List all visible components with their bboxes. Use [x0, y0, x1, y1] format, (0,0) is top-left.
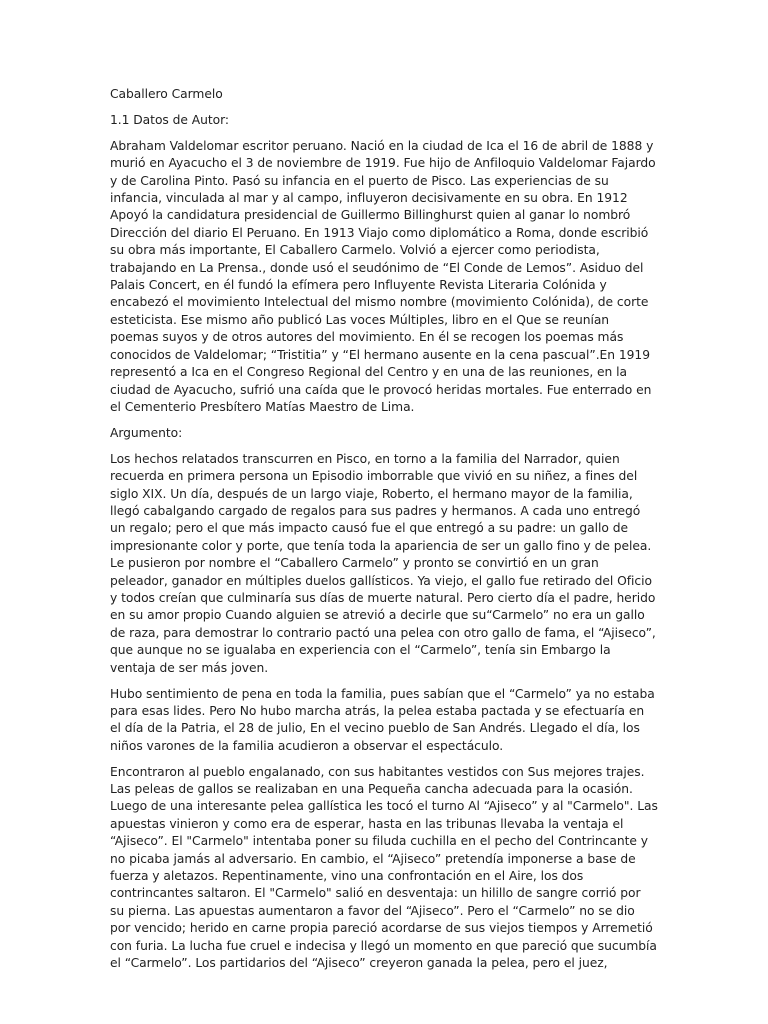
- section-heading-argument: Argumento:: [110, 425, 183, 440]
- argument-paragraph-1: Los hechos relatados transcurren en Pisco, en torno a la familia del Narrador, quien recuerda en primera persona un Episodio imborrable que vivió en su niñez, a fines del siglo XIX. Un día, después de un largo viaje, Roberto, el hermano mayor de la familia, llegó cabalgando cargado de regalos para sus padres y hermanos. A cada uno entregó un regalo; pero el que más impacto causó fue el que entregó a su padre: un gallo de impresionante color y porte, que tenía toda la apariencia de ser un gallo fino y de pelea. Le pusieron por nombre el “Caballero Carmelo” y pronto se convirtió en un gran peleador, ganador en múltiples duelos gallísticos. Ya viejo, el gallo fue retirado del Oficio y todos creían que culminaría sus días de muerte natural. Pero cierto día el padre, herido en su amor propio Cuando alguien se atrevió a decirle que su“Carmelo” no era un gallo de raza, para demostrar lo contrario pactó una pelea con otro gallo de fama, el “Ajiseco”, que aunque no se igualaba en experiencia con el “Carmelo”, tenía sin Embargo la ventaja de ser más joven.: [110, 451, 656, 675]
- argument-paragraph-2: Hubo sentimiento de pena en toda la familia, pues sabían que el “Carmelo” ya no estaba para esas lides. Pero No hubo marcha atrás, la pelea estaba pactada y se efectuaría en el día de la Patria, el 28 de julio, En el vecino pueblo de San Andrés. Llegado el día, los niños varones de la familia acudieron a observar el espectáculo.: [110, 686, 655, 753]
- author-paragraph: Abraham Valdelomar escritor peruano. Nació en la ciudad de Ica el 16 de abril de 1888 y murió en Ayacucho el 3 de noviembre de 1919. Fue hijo de Anfiloquio Valdelomar Fajardo y de Carolina Pinto. Pasó su infancia en el puerto de Pisco. Las experiencias de su infancia, vinculada al mar y al campo, influyeron decisivamente en su obra. En 1912 Apoyó la candidatura presidencial de Guillermo Billinghurst quien al ganar lo nombró Dirección del diario El Peruano. En 1913 Viajo como diplomático a Roma, donde escribió su obra más importante, El Caballero Carmelo. Volvió a ejercer como periodista, trabajando en La Prensa., donde usó el seudónimo de “El Conde de Lemos”. Asiduo del Palais Concert, en él fundó la efímera pero Influyente Revista Literaria Colónida y encabezó el movimiento Intelectual del mismo nombre (movimiento Colónida), de corte esteticista. Ese mismo año publicó Las voces Múltiples, libro en el Que se reunían poemas suyos y de otros autores del movimiento. En él se recogen los poemas más conocidos de Valdelomar; “Tristitia” y “El hermano ausente en la cena pascual”.En 1919 representó a Ica en el Congreso Regional del Centro y en una de las reuniones, en la ciudad de Ayacucho, sufrió una caída que le provocó heridas mortales. Fue enterrado en el Cementerio Presbítero Matías Maestro de Lima.: [110, 138, 656, 414]
- argument-paragraph-3: Encontraron al pueblo engalanado, con sus habitantes vestidos con Sus mejores trajes. Las peleas de gallos se realizaban en una Pequeña cancha adecuada para la ocasión. Luego de una interesante pelea gallística les tocó el turno Al “Ajiseco” y al "Carmelo". Las apuestas vinieron y como era de esperar, hasta en las tribunas llevaba la ventaja el “Ajiseco”. El "Carmelo" intentaba poner su filuda cuchilla en el pecho del Contrincante y no picaba jamás al adversario. En cambio, el “Ajiseco” pretendía imponerse a base de fuerza y aletazos. Repentinamente, vino una confrontación en el Aire, los dos contrincantes saltaron. El "Carmelo" salió en desventaja: un hilillo de sangre corrió por su pierna. Las apuestas aumentaron a favor del “Ajiseco”. Pero el “Carmelo” no se dio por vencido; herido en carne propia pareció acordarse de sus viejos tiempos y Arremetió con furia. La lucha fue cruel e indecisa y llegó un momento en que pareció que sucumbía el “Carmelo”. Los partidarios del “Ajiseco” creyeron ganada la pelea, pero el juez,: [110, 764, 658, 971]
- document-title: Caballero Carmelo: [110, 87, 223, 101]
- section-heading-author: 1.1 Datos de Autor:: [110, 112, 229, 127]
